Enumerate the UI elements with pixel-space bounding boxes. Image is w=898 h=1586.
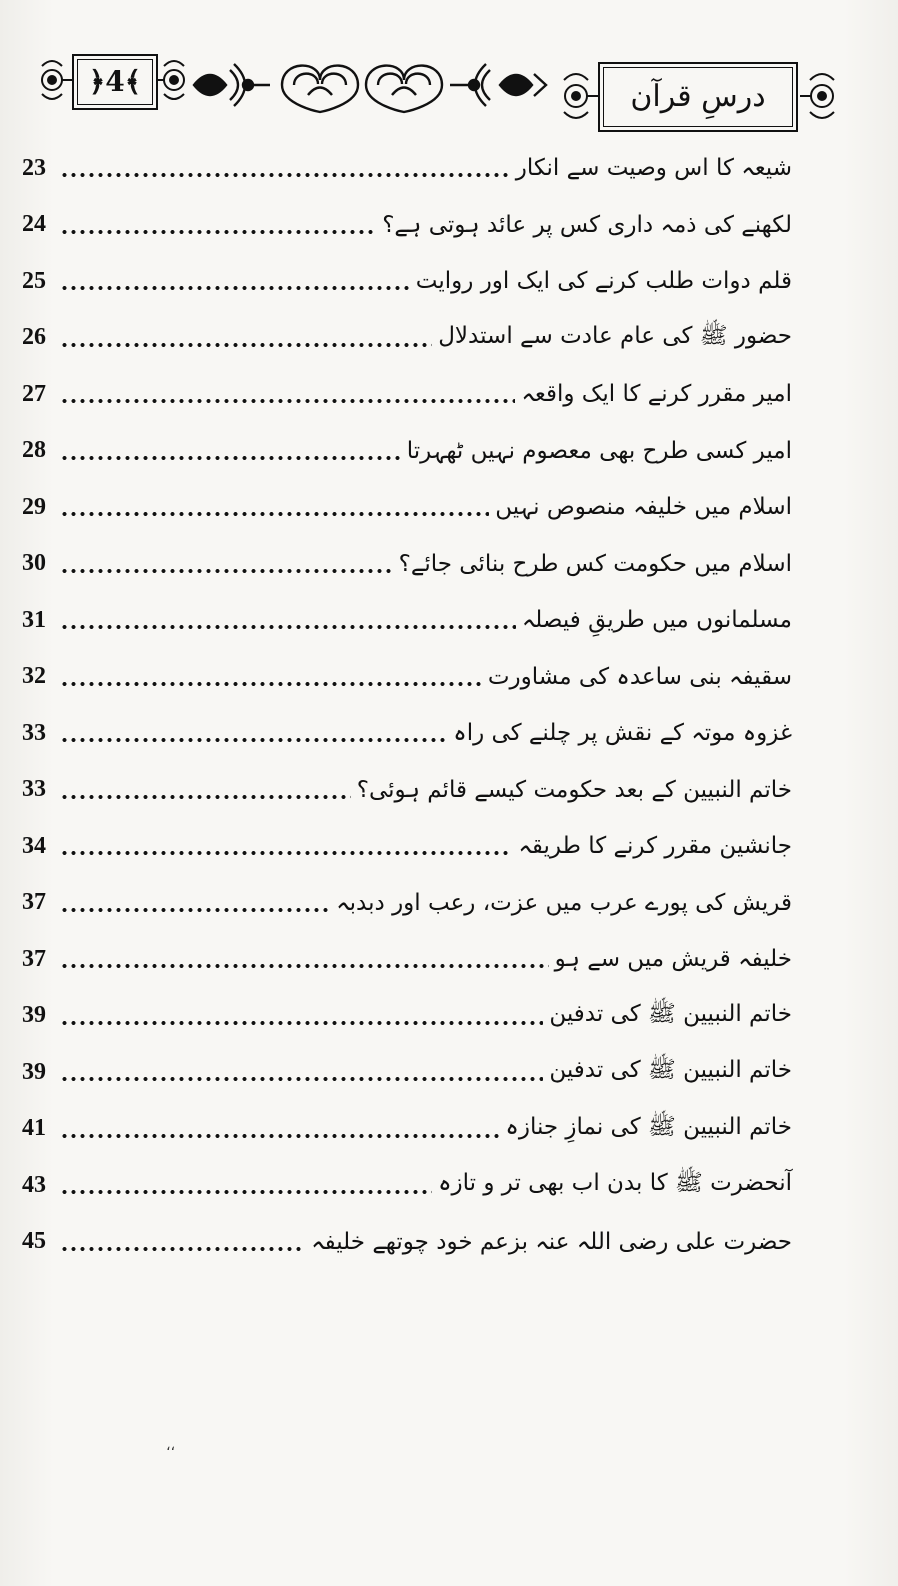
toc-page-number: 28 [22, 437, 46, 464]
toc-leader-dots [60, 285, 410, 291]
header-arabesque-ornament-icon [190, 50, 550, 120]
toc-row[interactable] [22, 762, 792, 819]
toc-title: جانشین مقرر کرنے کا طریقہ [518, 833, 792, 860]
page-number [72, 54, 158, 110]
toc-page-number: 43 [22, 1171, 46, 1198]
toc-leader-dots [60, 568, 393, 574]
toc-title: مسلمانوں میں طریقِ فیصلہ [521, 607, 792, 634]
toc-row[interactable] [22, 649, 792, 706]
toc-page-number: 30 [22, 550, 46, 577]
toc-row[interactable] [22, 423, 792, 480]
toc-leader-dots [60, 398, 515, 404]
toc-page-number: 33 [22, 776, 46, 803]
toc-title: خاتم النبیین کے بعد حکومت کیسے قائم ہوئی؟ [356, 776, 792, 803]
toc-row[interactable] [22, 479, 792, 536]
footer-marks: ،، [166, 1438, 176, 1454]
toc-leader-dots [60, 624, 516, 630]
toc-title: قلم دوات طلب کرنے کی ایک اور روایت [415, 268, 792, 295]
toc-page-number: 33 [22, 719, 46, 746]
toc-row[interactable] [22, 197, 792, 254]
toc-row[interactable] [22, 988, 792, 1045]
book-title: درسِ قرآن [630, 79, 766, 114]
page-header [18, 40, 830, 140]
toc-page-number: 25 [22, 267, 46, 294]
book-title-badge [558, 56, 840, 140]
table-of-contents [22, 140, 792, 1270]
toc-row[interactable] [22, 592, 792, 649]
toc-title: امیر مقرر کرنے کا ایک واقعہ [521, 381, 792, 408]
page-number-open-bracket: ﴿ [88, 65, 106, 98]
toc-leader-dots [60, 342, 432, 348]
toc-page-number: 37 [22, 945, 46, 972]
toc-page-number: 32 [22, 663, 46, 690]
toc-title: خاتم النبیین ﷺ کی تدفین [549, 1000, 792, 1027]
toc-title: غزوہ موتہ کے نقش پر چلنے کی راہ [453, 720, 792, 747]
toc-leader-dots [60, 511, 489, 517]
toc-leader-dots [60, 1133, 499, 1139]
toc-title: اسلام میں خلیفہ منصوص نہیں [495, 494, 792, 521]
toc-row[interactable] [22, 705, 792, 762]
page-number-value: 4 [105, 65, 125, 98]
toc-row[interactable] [22, 253, 792, 310]
toc-page-number: 41 [22, 1115, 46, 1142]
toc-page-number: 39 [22, 1002, 46, 1029]
toc-page-number: 26 [22, 324, 46, 351]
toc-title: آنحضرت ﷺ کا بدن اب بھی تر و تازہ [438, 1170, 792, 1197]
toc-row[interactable] [22, 818, 792, 875]
toc-title: حضرت علی رضی اللہ عنہ بزعم خود چوتھے خلیفہ [311, 1228, 792, 1255]
toc-leader-dots [60, 907, 330, 913]
toc-leader-dots [60, 963, 549, 969]
toc-title: لکھنے کی ذمہ داری کس پر عائد ہوتی ہے؟ [382, 211, 792, 238]
toc-title: شیعہ کا اس وصیت سے انکار [515, 155, 792, 182]
toc-leader-dots [60, 172, 510, 178]
toc-row[interactable] [22, 536, 792, 593]
toc-page-number: 23 [22, 154, 46, 181]
page-number-badge [38, 48, 188, 112]
toc-title: خاتم النبیین ﷺ کی نمازِ جنازہ [505, 1113, 792, 1140]
toc-row[interactable] [22, 366, 792, 423]
toc-leader-dots [60, 681, 482, 687]
toc-row[interactable] [22, 140, 792, 197]
toc-page-number: 39 [22, 1058, 46, 1085]
toc-page-number: 45 [22, 1228, 46, 1255]
toc-leader-dots [60, 794, 351, 800]
toc-row[interactable] [22, 1157, 792, 1214]
toc-page-number: 24 [22, 211, 46, 238]
toc-row[interactable] [22, 310, 792, 367]
toc-page-number: 29 [22, 493, 46, 520]
toc-title: اسلام میں حکومت کس طرح بنائی جائے؟ [398, 550, 792, 577]
toc-title: خاتم النبیین ﷺ کی تدفین [549, 1057, 792, 1084]
toc-leader-dots [60, 1020, 543, 1026]
toc-page-number: 27 [22, 380, 46, 407]
toc-leader-dots [60, 737, 447, 743]
toc-row[interactable] [22, 875, 792, 932]
toc-page-number: 37 [22, 889, 46, 916]
toc-title: خلیفہ قریش میں سے ہو [554, 946, 792, 973]
toc-leader-dots [60, 1246, 305, 1252]
toc-page-number: 31 [22, 606, 46, 633]
toc-leader-dots [60, 1189, 432, 1195]
toc-page-number: 34 [22, 832, 46, 859]
toc-row[interactable] [22, 1214, 792, 1271]
toc-leader-dots [60, 229, 376, 235]
toc-title: سقیفہ بنی ساعدہ کی مشاورت [487, 663, 792, 690]
page-number-close-bracket: ﴾ [124, 65, 142, 98]
toc-title: حضور ﷺ کی عام عادت سے استدلال [438, 322, 792, 349]
toc-leader-dots [60, 850, 512, 856]
toc-title: امیر کسی طرح بھی معصوم نہیں ٹھہرتا [406, 437, 792, 464]
toc-row[interactable] [22, 931, 792, 988]
toc-leader-dots [60, 1076, 543, 1082]
toc-title: قریش کی پورے عرب میں عزت، رعب اور دبدبہ [336, 889, 792, 916]
toc-leader-dots [60, 455, 401, 461]
toc-row[interactable] [22, 1101, 792, 1158]
toc-row[interactable] [22, 1044, 792, 1101]
